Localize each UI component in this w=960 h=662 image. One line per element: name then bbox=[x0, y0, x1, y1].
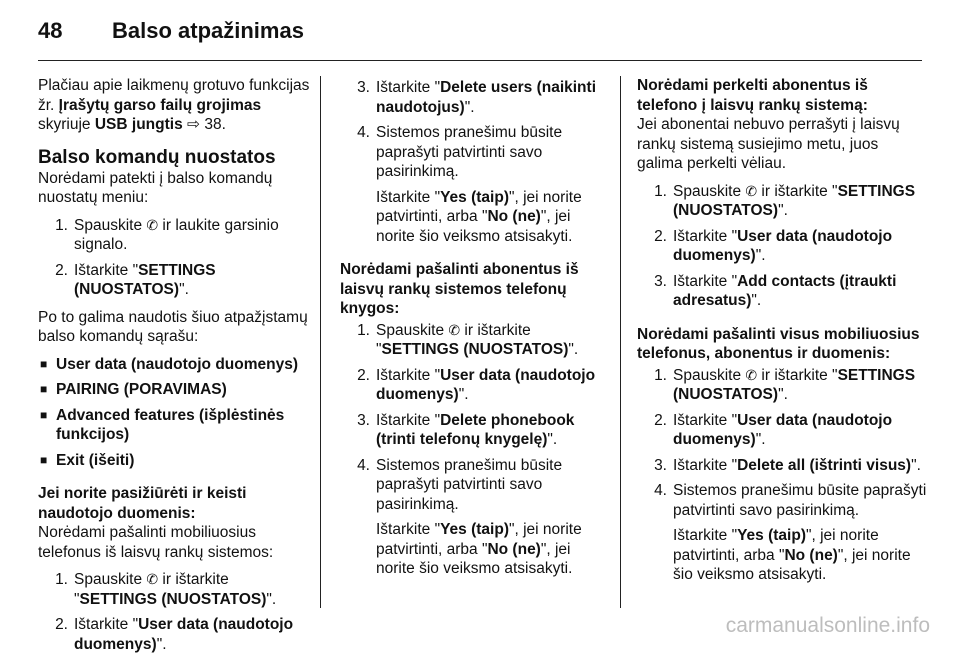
page-number: 48 bbox=[38, 18, 63, 43]
bold-heading: Norėdami pašalinti visus mobiliuosius telefonus, abonentus ir duomenis: bbox=[637, 325, 920, 362]
recorded-audio-link[interactable]: Įrašytų garso failų grojimas bbox=[58, 96, 262, 114]
column-2 bbox=[340, 76, 608, 587]
bold-heading: Norėdami pašalinti abonentus iš laisvų rankų sistemos telefonų knygos: bbox=[340, 261, 579, 317]
column-3 bbox=[637, 76, 927, 593]
delete-steps bbox=[38, 570, 310, 654]
column-divider bbox=[620, 76, 621, 608]
list-item: 3. Ištarkite "Add contacts (įtraukti adresatus)". bbox=[654, 272, 897, 309]
delete-text: Norėdami pašalinti mobiliuosius telefonus iš laisvų rankų sistemos: bbox=[38, 524, 274, 561]
command-list bbox=[38, 355, 310, 471]
phone-icon: ✆ bbox=[146, 216, 159, 233]
list-item: 4. Sistemos pranešimu būsite paprašyti patvirtinti savo pasirinkimą. Ištarkite "Yes (taip)", jei norite patvirtinti, arba "No (ne)", jei norite šio veiksmo atsisakyti. bbox=[357, 456, 582, 577]
list-item: 4. Sistemos pranešimu būsite paprašyti patvirtinti savo pasirinkimą. Ištarkite "Yes (taip)", jei norite patvirtinti, arba "No (ne)", jei norite šio veiksmo atsisakyti. bbox=[357, 124, 582, 245]
list-item: 1. Spauskite ✆ ir ištarkite "SETTINGS (NUOSTATOS)". bbox=[55, 571, 277, 608]
page-title: Balso atpažinimas bbox=[112, 18, 304, 43]
list-item: 2. Ištarkite "SETTINGS (NUOSTATOS)". bbox=[55, 261, 216, 298]
bullet-icon: ■ bbox=[40, 356, 48, 371]
list-item: 3. Ištarkite "Delete all (ištrinti visus)". bbox=[654, 456, 921, 474]
list-item: 4. Sistemos pranešimu būsite paprašyti patvirtinti savo pasirinkimą. Ištarkite "Yes (taip)", jei norite patvirtinti, arba "No (ne)", jei norite šio veiksmo atsisakyti. bbox=[654, 482, 927, 583]
intro-paragraph: Plačiau apie laikmenų grotuvo funkcijas žr. Įrašytų garso failų grojimas skyriuje USB jungtis ⇨ 38. bbox=[38, 77, 310, 133]
delete-steps-cont bbox=[340, 78, 608, 246]
delete-all-steps bbox=[637, 366, 927, 585]
list-item: ■ Advanced features (išplėstinės funkcijos) bbox=[40, 406, 285, 443]
column-divider bbox=[320, 76, 321, 608]
list-item: 2. Ištarkite "User data (naudotojo duomenys)". bbox=[357, 366, 596, 403]
bold-heading: Jei norite pasižiūrėti ir keisti naudotojo duomenis: bbox=[38, 485, 247, 522]
bullet-icon: ■ bbox=[40, 452, 48, 467]
bold-heading: Norėdami perkelti abonentus iš telefono į laisvų rankų sistemą: bbox=[637, 77, 868, 114]
list-item: 2. Ištarkite "User data (naudotojo duomenys)". bbox=[55, 616, 294, 653]
phone-icon: ✆ bbox=[146, 571, 159, 587]
phonebook-steps bbox=[340, 321, 608, 579]
usb-link[interactable]: USB jungtis bbox=[94, 116, 183, 133]
list-item: ■ PAIRING (PORAVIMAS) bbox=[40, 381, 227, 398]
phone-icon: ✆ bbox=[745, 182, 758, 199]
list-item: 2. Ištarkite "User data (naudotojo duomenys)". bbox=[654, 227, 893, 264]
after-text: Po to galima naudotis šiuo atpažįstamų balso komandų sąrašu: bbox=[38, 308, 308, 345]
transfer-text: Jei abonentai nebuvo perrašyti į laisvų rankų sistemą susiejimo metu, juos galima perkelti vėliau. bbox=[637, 116, 900, 172]
column-1 bbox=[38, 76, 310, 662]
phone-icon: ✆ bbox=[448, 321, 461, 338]
bullet-icon: ■ bbox=[40, 382, 48, 396]
header-rule bbox=[38, 60, 922, 61]
arrow-icon: ⇨ bbox=[187, 116, 201, 133]
enter-text: Norėdami patekti į balso komandų nuostatų meniu: bbox=[38, 169, 273, 206]
list-item: ■ User data (naudotojo duomenys) bbox=[40, 355, 298, 373]
settings-steps bbox=[38, 216, 310, 300]
list-item: 1. Spauskite ✆ ir ištarkite "SETTINGS (NUOSTATOS)". bbox=[654, 366, 916, 403]
list-item: 1. Spauskite ✆ ir ištarkite "SETTINGS (NUOSTATOS)". bbox=[357, 321, 579, 358]
transfer-steps bbox=[637, 182, 927, 311]
list-item: 3. Ištarkite "Delete phonebook (trinti telefonų knygelę)". bbox=[357, 411, 575, 448]
page-header bbox=[38, 18, 304, 44]
bullet-icon: ■ bbox=[40, 407, 48, 422]
list-item: 3. Ištarkite "Delete users (naikinti naudotojus)". bbox=[357, 79, 596, 116]
list-item: 2. Ištarkite "User data (naudotojo duomenys)". bbox=[654, 411, 893, 448]
list-item: 1. Spauskite ✆ ir ištarkite "SETTINGS (NUOSTATOS)". bbox=[654, 182, 916, 219]
list-item: 1. Spauskite ✆ ir laukite garsinio signalo. bbox=[55, 216, 279, 253]
watermark: carmanualsonline.info bbox=[725, 614, 930, 637]
phone-icon: ✆ bbox=[745, 366, 758, 383]
list-item: ■ Exit (išeiti) bbox=[40, 451, 135, 469]
section-title: Balso komandų nuostatos bbox=[38, 146, 276, 168]
